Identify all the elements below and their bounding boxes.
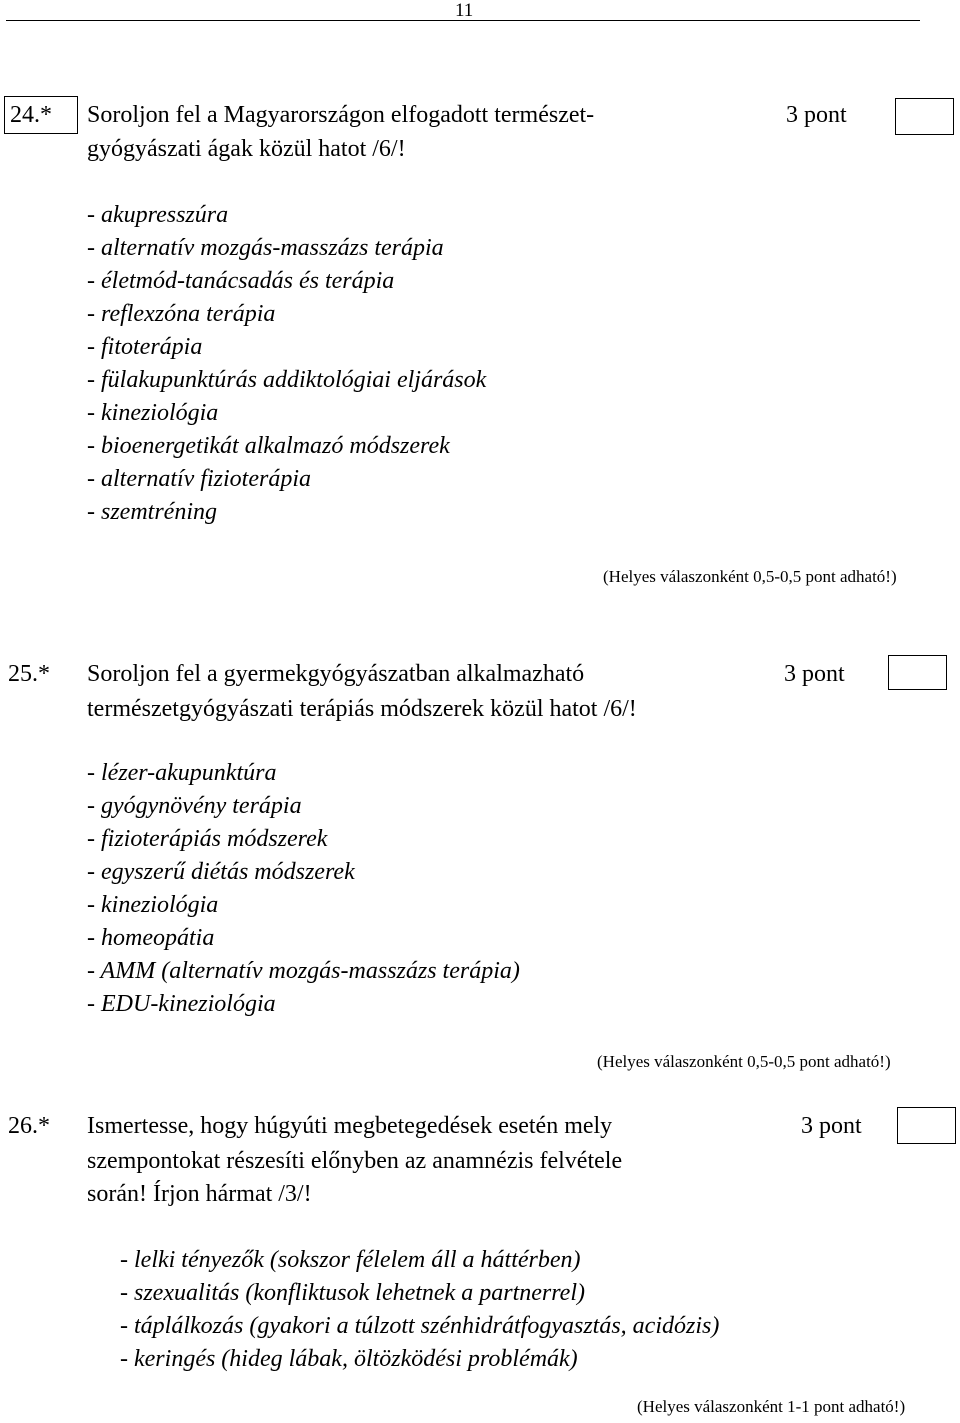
list-item: - alternatív mozgás-masszázs terápia [87,235,444,261]
list-item [120,1277,719,1310]
question-24-answer-list [87,199,486,529]
list-item: - homeopátia [87,925,215,951]
list-dash: - [120,1280,128,1306]
question-26-answer-list [120,1244,719,1376]
list-item: - bioenergetikát alkalmazó módszerek [87,433,450,459]
list-dash: - [120,1247,128,1273]
list-item: - egyszerű diétás módszerek [87,859,355,885]
question-25-scoring-note: (Helyes válaszonként 0,5-0,5 pont adható!) [597,1052,891,1071]
list-dash: - [120,1346,128,1372]
header-rule [6,20,920,21]
question-26-points: 3 pont [801,1113,862,1139]
list-item: - AMM (alternatív mozgás-masszázs terápia) [87,958,520,984]
list-item: - gyógynövény terápia [87,793,302,819]
question-26-line3: során! Írjon hármat /3/! [87,1181,312,1207]
page-number: 11 [455,0,474,21]
question-24-number: 24.* [4,96,78,134]
list-item-text: keringés (hideg lábak, öltözködési problémák) [134,1346,578,1372]
list-item: - szemtréning [87,499,217,525]
list-item: - alternatív fizioterápia [87,466,311,492]
list-item: - EDU-kineziológia [87,991,276,1017]
list-item: - kineziológia [87,892,219,918]
question-26-line1: Ismertesse, hogy húgyúti megbetegedések esetén mely [87,1113,613,1139]
list-item [120,1343,719,1376]
list-item: - kineziológia [87,400,219,426]
list-item: - akupresszúra [87,202,229,228]
question-25-line1: Soroljon fel a gyermekgyógyászatban alkalmazható [87,661,585,687]
question-25-line2: természetgyógyászati terápiás módszerek közül hatot /6/! [87,696,637,722]
list-item: - fitoterápia [87,334,203,360]
list-item: - fülakupunktúrás addiktológiai eljárások [87,367,487,393]
question-24-line2: gyógyászati ágak közül hatot /6/! [87,136,406,162]
list-item-text: lelki tényezők (sokszor félelem áll a háttérben) [134,1247,581,1273]
question-26-line2: szempontokat részesíti előnyben az anamnézis felvétele [87,1148,623,1174]
list-item: - fizioterápiás módszerek [87,826,328,852]
list-item-text: táplálkozás (gyakori a túlzott szénhidrátfogyasztás, acidózis) [134,1313,720,1339]
list-item: - életmód-tanácsadás és terápia [87,268,395,294]
question-24-scoring-note: (Helyes válaszonként 0,5-0,5 pont adható!) [603,567,897,586]
list-item: - lézer-akupunktúra [87,760,277,786]
question-24-score-box[interactable] [895,98,954,135]
question-25-score-box[interactable] [888,655,947,690]
question-24-points: 3 pont [786,102,847,128]
question-26-scoring-note: (Helyes válaszonként 1-1 pont adható!) [637,1397,906,1416]
list-item: - reflexzóna terápia [87,301,276,327]
question-26-number: 26.* [8,1113,50,1139]
question-24-line1: Soroljon fel a Magyarországon elfogadott természet- [87,102,595,128]
question-25-points: 3 pont [784,661,845,687]
question-26-score-box[interactable] [897,1107,956,1144]
question-25-number: 25.* [8,661,50,687]
list-item [120,1244,719,1277]
list-dash: - [120,1313,128,1339]
question-25-answer-list [87,757,520,1021]
list-item-text: szexualitás (konfliktusok lehetnek a partnerrel) [134,1280,585,1306]
list-item [120,1310,719,1343]
